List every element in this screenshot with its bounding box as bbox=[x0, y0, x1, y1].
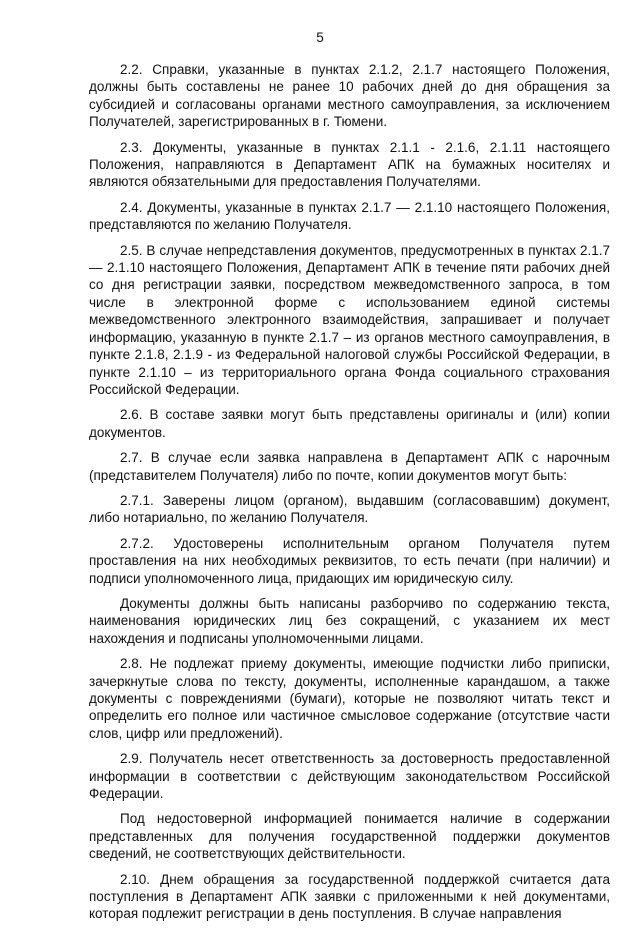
paragraph-2-9: 2.9. Получатель несет ответственность за достоверность предоставленной информации в соответствии с действующим законодательством Российской Федерации. bbox=[89, 751, 610, 802]
paragraph-documents-requirements: Документы должны быть написаны разборчиво по содержанию текста, наименования юридических лиц без сокращений, с указанием их мест нахождения и подписаны уполномоченными лицами. bbox=[89, 595, 610, 646]
paragraph-2-4: 2.4. Документы, указанные в пунктах 2.1.7 — 2.1.10 настоящего Положения, представляются по желанию Получателя. bbox=[89, 199, 610, 233]
paragraph-2-7-2: 2.7.2. Удостоверены исполнительным органом Получателя путем проставления на них необходимых реквизитов, то есть печати (при наличии) и подписи уполномоченного лица, придающих им юридическую силу. bbox=[89, 535, 610, 586]
paragraph-2-8: 2.8. Не подлежат приему документы, имеющие подчистки либо приписки, зачеркнутые слова по тексту, документы, исполненные карандашом, а также документы с повреждениями (бумаги), которые не позволяют читать текст и определить его полное или частичное смысловое содержание (отсутствие части слов, цифр или предложений). bbox=[89, 656, 610, 741]
paragraph-2-7: 2.7. В случае если заявка направлена в Департамент АПК с нарочным (представителем Получателя) либо по почте, копии документов могут быть: bbox=[89, 450, 610, 483]
paragraph-invalid-information: Под недостоверной информацией понимается наличие в содержании представленных для получения государственной поддержки документов сведений, не соответствующих действительности. bbox=[89, 811, 610, 862]
paragraph-2-2: 2.2. Справки, указанные в пунктах 2.1.2, 2.1.7 настоящего Положения, должны быть составлены не ранее 10 рабочих дней до дня обращения за субсидией и согласованы органами местного самоуправления, за исключением Получателей, зарегистрированных в г. Тюмени. bbox=[89, 62, 610, 130]
page-number: 5 bbox=[316, 30, 324, 45]
paragraph-2-5: 2.5. В случае непредставления документов, предусмотренных в пунктах 2.1.7 — 2.1.10 настоящего Положения, Департамент АПК в течение пяти рабочих дней со дня регистрации заявки, посредством межведомственного запроса, в том числе в электронной форме с использованием единой системы межведомственного электронного взаимодействия, запрашивает и получает информацию, указанную в пункте 2.1.7 – из органов местного самоуправления, в пункте 2.1.8, 2.1.9 - из Федеральной налоговой службы Российской Федерации, в пункте 2.1.10 – из территориального органа Фонда социального страхования Российской Федерации. bbox=[89, 242, 610, 397]
paragraph-2-6: 2.6. В составе заявки могут быть представлены оригиналы и (или) копии документов. bbox=[89, 407, 610, 440]
document-body bbox=[89, 61, 610, 931]
paragraph-2-7-1: 2.7.1. Заверены лицом (органом), выдавшим (согласовавшим) документ, либо нотариально, по желанию Получателя. bbox=[89, 492, 610, 526]
paragraph-2-10: 2.10. Днем обращения за государственной поддержкой считается дата поступления в Департамент АПК заявки с приложенными к ней документами, которая подлежит регистрации в день поступления. В случае направления bbox=[89, 871, 610, 922]
paragraph-2-3: 2.3. Документы, указанные в пунктах 2.1.1 - 2.1.6, 2.1.11 настоящего Положения, направляются в Департамент АПК на бумажных носителях и являются обязательными для предоставления Получателями. bbox=[89, 139, 610, 190]
